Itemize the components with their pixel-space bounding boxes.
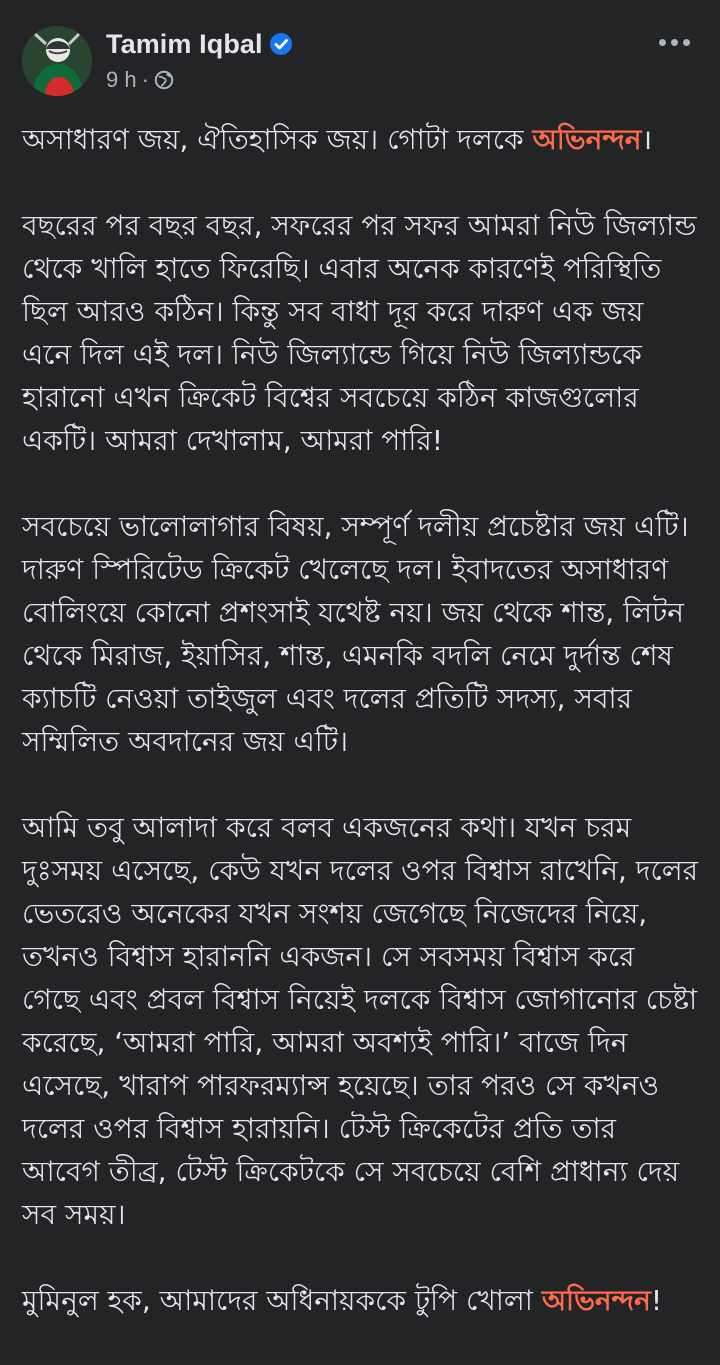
post-meta (106, 66, 174, 94)
highlighted-word[interactable]: অভিনন্দন (541, 1284, 651, 1317)
paragraph-end: ! (650, 1284, 663, 1317)
author-name[interactable]: Tamim Iqbal (106, 28, 263, 59)
highlighted-word[interactable]: অভিনন্দন (532, 123, 642, 156)
post-paragraph: আমি তবু আলাদা করে বলব একজনের কথা। যখন চরম দুঃসময় এসেছে, কেউ যখন দলের ওপর বিশ্বাস রাখেনি, দলের ভেতরেও অনেকের যখন সংশয় জেগেছে নিজেদের নিয়ে, তখনও বিশ্বাস হারাননি একজন। সে সবসময় বিশ্বাস করে গেছে এবং প্রবল বিশ্বাস নিয়েই দলকে বিশ্বাস জোগানোর চেষ্টা করেছে, ‘আমরা পারি, আমরা অবশ্যই পারি।’ বাজে দিন এসেছে, খারাপ পারফরম্যান্স হয়েছে। তার পরও সে কখনও দলের ওপর বিশ্বাস হারায়নি। টেস্ট ক্রিকেটের প্রতি তার আবেগ তীব্র, টেস্ট ক্রিকেটকে সে সবচেয়ে বেশি প্রাধান্য দেয় সব সময়। (22, 811, 698, 1231)
more-options-button[interactable] (652, 30, 696, 54)
post-time[interactable]: 9 h (106, 67, 137, 92)
post-paragraph (22, 118, 698, 161)
paragraph-text: অসাধারণ জয়, ঐতিহাসিক জয়। গোটা দলকে (22, 123, 533, 156)
author-line (106, 24, 293, 64)
author-avatar[interactable] (22, 26, 92, 96)
meta-separator: · (141, 67, 149, 92)
post-text (22, 118, 698, 1365)
post-paragraph: বছরের পর বছর বছর, সফরের পর সফর আমরা নিউ জিল্যান্ড থেকে খালি হাতে ফিরেছি। এবার অনেক কারণেই পরিস্থিতি ছিল আরও কঠিন। কিন্তু সব বাধা দূর করে দারুণ এক জয় এনে দিল এই দল। নিউ জিল্যান্ডে গিয়ে নিউ জিল্যান্ডকে হারানো এখন ক্রিকেট বিশ্বের সবচেয়ে কঠিন কাজগুলোর একটি। আমরা দেখালাম, আমরা পারি! (22, 209, 697, 457)
profile-photo-icon (22, 26, 92, 96)
post-header (0, 0, 720, 110)
post-paragraph (22, 1279, 698, 1322)
paragraph-text: মুমিনুল হক, আমাদের অধিনায়ককে টুপি খোলা (22, 1284, 542, 1317)
more-icon-dot (683, 39, 690, 46)
more-icon-dot (659, 39, 666, 46)
globe-icon[interactable] (154, 70, 174, 90)
verified-badge-icon (269, 32, 293, 56)
paragraph-end: । (641, 123, 653, 156)
post-paragraph: সবচেয়ে ভালোলাগার বিষয়, সম্পূর্ণ দলীয় প্রচেষ্টার জয় এটি। দারুণ স্পিরিটেড ক্রিকেট খেলেছে দল। ইবাদতের অসাধারণ বোলিংয়ে কোনো প্রশংসাই যথেষ্ট নয়। জয় থেকে শান্ত, লিটন থেকে মিরাজ, ইয়াসির, শান্ত, এমনকি বদলি নেমে দুর্দান্ত শেষ ক্যাচটি নেওয়া তাইজুল এবং দলের প্রতিটি সদস্য, সবার সম্মিলিত অবদানের জয় এটি। (22, 510, 689, 758)
more-icon-dot (671, 39, 678, 46)
